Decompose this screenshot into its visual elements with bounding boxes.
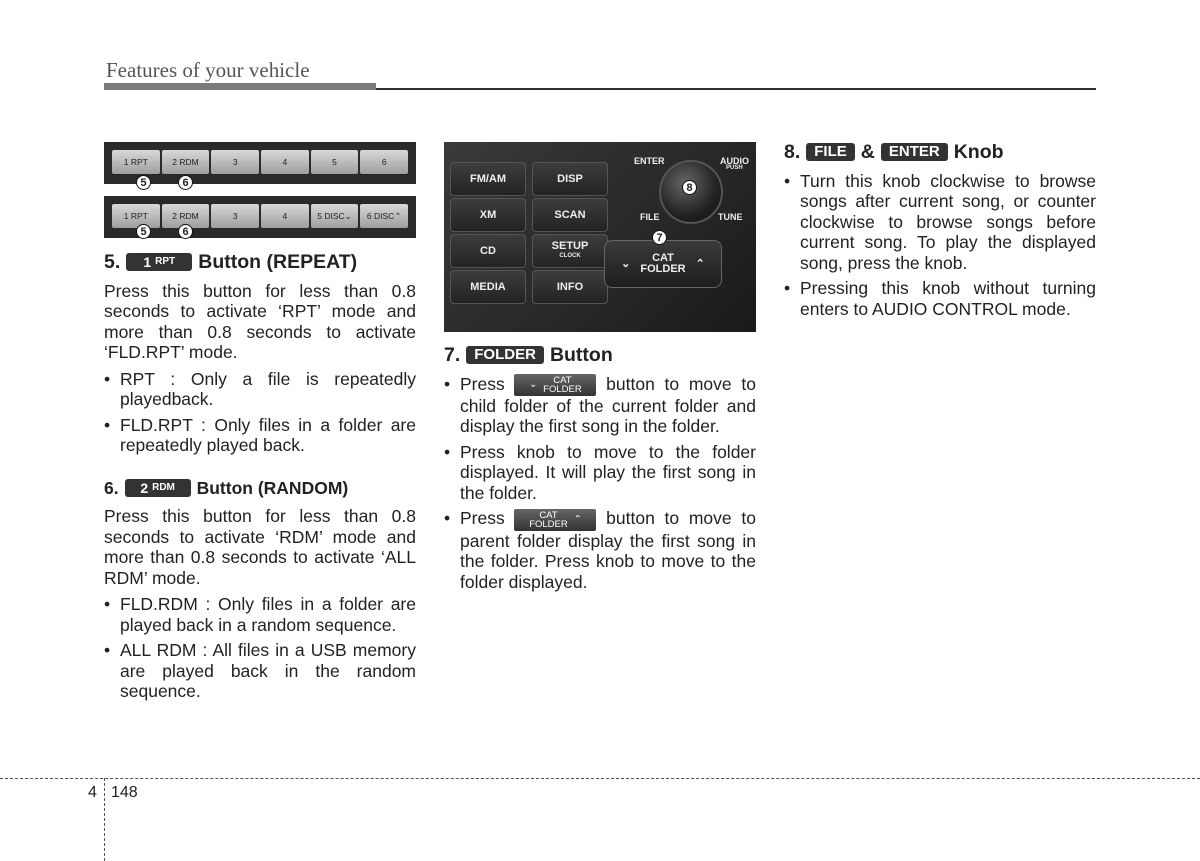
callout-5: 5	[136, 175, 151, 190]
preset-button-5-disc-down: 5 DISC⌄	[311, 204, 359, 228]
list-item: • ALL RDM : All files in a USB memory are played back in the random sequence.	[104, 640, 416, 702]
xm-button: XM	[450, 198, 526, 232]
enter-tag: ENTER	[881, 143, 948, 161]
left-column	[104, 252, 416, 707]
preset-button-3: 3	[211, 204, 259, 228]
section-6-heading: 6. 2 RDM Button (RANDOM)	[104, 477, 349, 498]
list-item: • Press CAT FOLDER ⌃ button to move to parent folder display the first song in the folder. Press knob to move to the folder displayed.	[444, 508, 756, 592]
preset-button-2: 2 RDM	[162, 204, 210, 228]
callout-6: 6	[178, 175, 193, 190]
callout-6: 6	[178, 224, 193, 239]
disp-button: DISP	[532, 162, 608, 196]
list-item: • RPT : Only a file is repeatedly playedback.	[104, 369, 416, 410]
center-column	[444, 345, 756, 597]
preset-button-4: 4	[261, 204, 309, 228]
list-item: • Press ⌄ CAT FOLDER button to move to child folder of the current folder and display the first song in the folder.	[444, 374, 756, 437]
right-column	[784, 142, 1096, 324]
chevron-down-icon: ⌄	[621, 257, 631, 270]
chevron-up-icon: ⌃	[695, 257, 705, 270]
cd-button: CD	[450, 234, 526, 268]
scan-button: SCAN	[532, 198, 608, 232]
enter-label: ENTER	[634, 156, 665, 166]
footer-vertical-divider	[104, 778, 105, 861]
footer-divider	[0, 778, 1200, 779]
page-number: 148	[111, 784, 138, 801]
preset-button-2: 2 RDM	[162, 150, 210, 174]
media-button: MEDIA	[450, 270, 526, 304]
file-label: FILE	[640, 212, 660, 222]
fm-am-button: FM/AM	[450, 162, 526, 196]
list-item: • FLD.RPT : Only files in a folder are repeatedly played back.	[104, 415, 416, 456]
setup-button: SETUP CLOCK	[532, 234, 608, 268]
tune-label: TUNE	[718, 212, 743, 222]
header-rule	[376, 88, 1096, 90]
folder-button-tag: FOLDER	[466, 346, 544, 364]
rdm-button-tag: 2 RDM	[125, 479, 191, 497]
preset-button-1: 1 RPT	[112, 204, 160, 228]
section-5-body: Press this button for less than 0.8 seconds to activate ‘RPT’ mode and more than 0.8 seconds to activate ‘FLD.RPT’ mode.	[104, 280, 416, 362]
preset-buttons-image-1	[104, 142, 416, 184]
header-title: Features of your vehicle	[106, 58, 310, 82]
info-button: INFO	[532, 270, 608, 304]
preset-button-3: 3	[211, 150, 259, 174]
cat-folder-button: ⌄ CAT FOLDER ⌃	[604, 240, 722, 288]
rpt-button-tag: 1 RPT	[126, 253, 192, 271]
audio-panel-image	[444, 142, 756, 332]
preset-button-4: 4	[261, 150, 309, 174]
list-item: • FLD.RDM : Only files in a folder are played back in a random sequence.	[104, 594, 416, 635]
cat-folder-down-icon: ⌄ CAT FOLDER	[514, 374, 596, 396]
cat-folder-up-icon: CAT FOLDER ⌃	[514, 509, 596, 531]
list-item: • Turn this knob clockwise to browse songs after current song, or counter clockwise to browse songs before current song. To play the displayed song, press the knob.	[784, 171, 1096, 274]
callout-7: 7	[652, 230, 667, 245]
callout-5: 5	[136, 224, 151, 239]
preset-button-6-disc-up: 6 DISC⌃	[360, 204, 408, 228]
section-8-heading: 8. FILE & ENTER Knob	[784, 141, 1004, 163]
push-label: PUSH	[726, 165, 743, 171]
callout-8: 8	[682, 180, 697, 195]
audio-label: AUDIO	[720, 156, 749, 166]
header-rule-thick	[104, 83, 376, 90]
preset-button-1: 1 RPT	[112, 150, 160, 174]
chapter-number: 4	[88, 784, 97, 801]
preset-button-5: 5	[311, 150, 359, 174]
section-5-heading: 5. 1 RPT Button (REPEAT)	[104, 251, 358, 273]
section-7-heading: 7. FOLDER Button	[444, 344, 613, 366]
preset-button-6: 6	[360, 150, 408, 174]
section-6-body: Press this button for less than 0.8 seconds to activate ‘RDM’ mode and more than 0.8 seconds to activate ‘ALL RDM’ mode.	[104, 506, 416, 588]
list-item: • Pressing this knob without turning enters to AUDIO CONTROL mode.	[784, 278, 1096, 319]
list-item: • Press knob to move to the folder displayed. It will play the first song in the folder.	[444, 442, 756, 504]
file-tag: FILE	[806, 143, 855, 161]
